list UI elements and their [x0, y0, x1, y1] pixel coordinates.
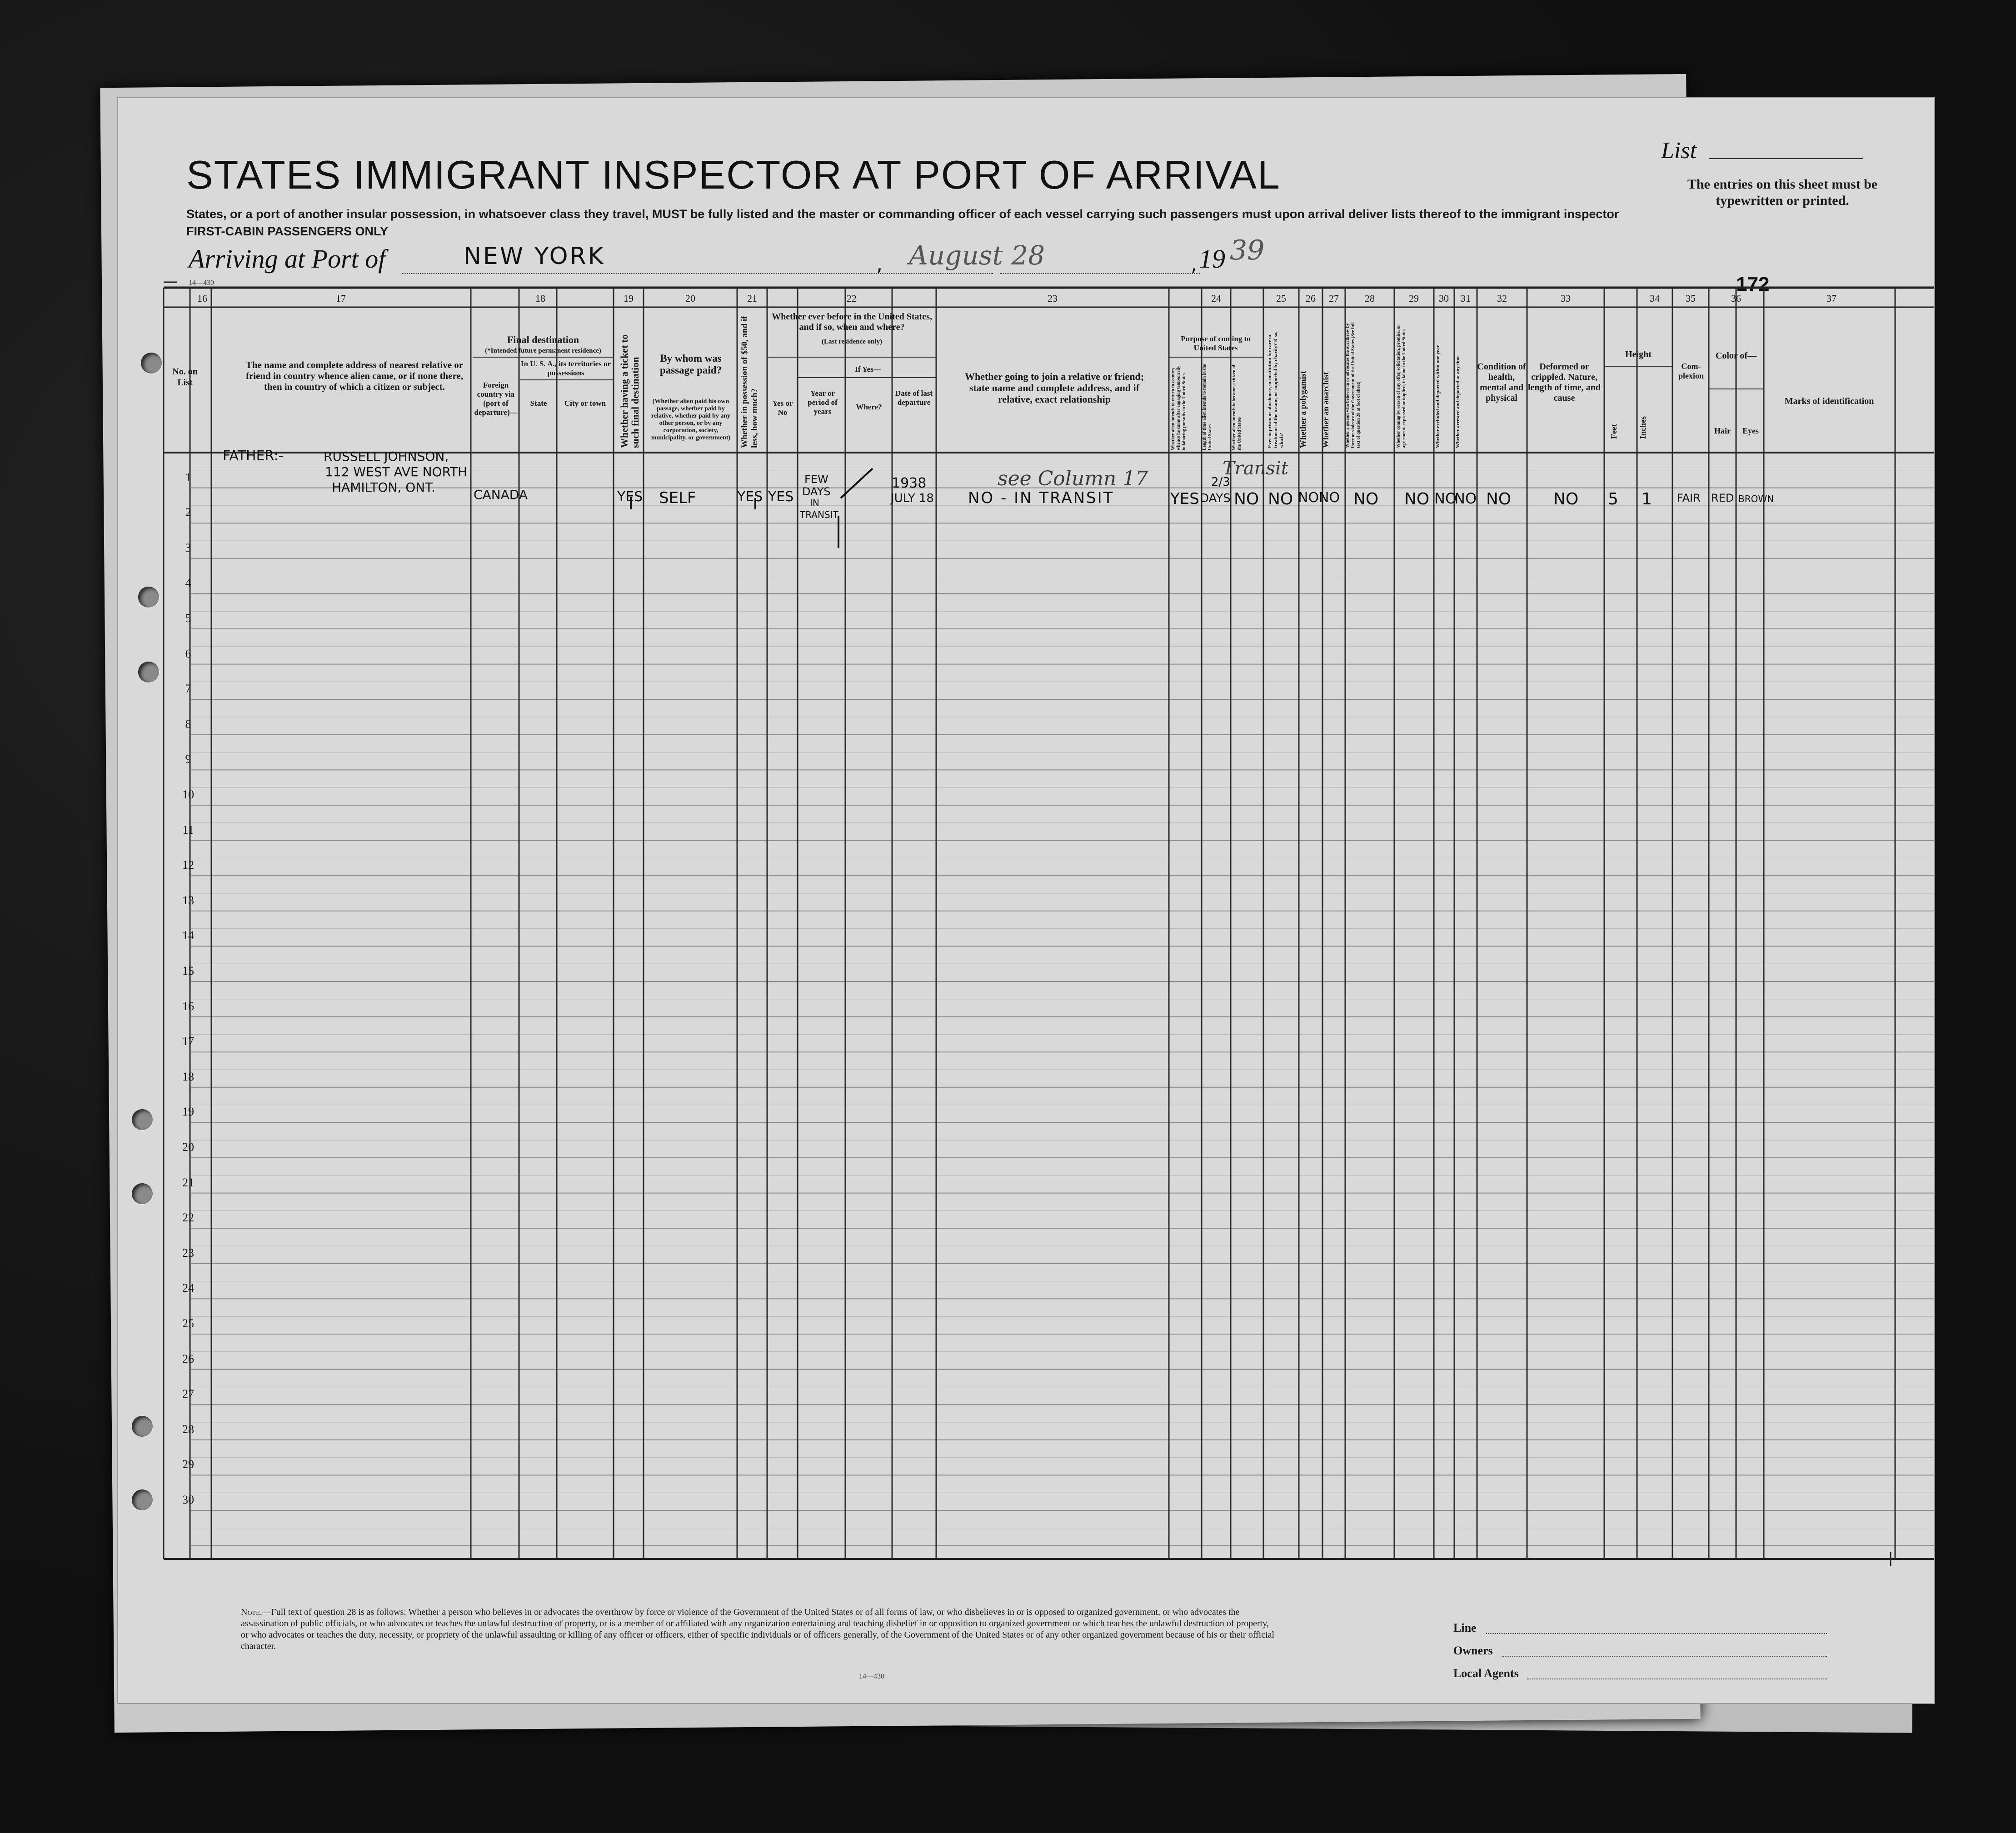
header-eyes: Eyes — [1742, 426, 1759, 435]
polygamist-value: NO — [1298, 490, 1319, 506]
header-color: Color of— — [1715, 351, 1757, 361]
row-number: 23 — [182, 1246, 194, 1260]
relative-city: HAMILTON, ONT. — [332, 480, 435, 495]
row-number: 9 — [185, 752, 191, 766]
row-number: 16 — [182, 999, 194, 1013]
health-value: NO — [1486, 490, 1512, 508]
header-ever-before: Whether ever before in the United States, and if so, when and where? — [772, 312, 932, 332]
row-number: 24 — [182, 1281, 194, 1295]
header-height: Height — [1625, 349, 1652, 359]
column-number: 23 — [1048, 293, 1058, 304]
header-ticket: Whether having a ticket to such final destination — [619, 334, 641, 448]
arriving-label: Arriving at Port of — [189, 244, 386, 274]
header-date-departure: Date of last departure — [895, 389, 933, 407]
header-final-destination-note: (*Intended future permanent residence) — [485, 347, 601, 354]
header-health: Condition of health, mental and physical — [1477, 362, 1526, 403]
row-number: 22 — [182, 1211, 194, 1225]
column-number: 32 — [1497, 293, 1507, 304]
row-number: 2 — [185, 506, 191, 519]
column-number: 24 — [1211, 293, 1221, 304]
row-number: 15 — [182, 964, 194, 977]
header-marks: Marks of identification — [1784, 396, 1874, 406]
column-number: 33 — [1561, 293, 1571, 304]
column-number: 30 — [1439, 293, 1449, 304]
header-q30: Whether excluded and deported within one year — [1435, 345, 1441, 448]
header-anarchist: Whether an anarchist — [1321, 372, 1330, 448]
comma-mark: , — [1191, 253, 1197, 276]
relative-prefix: FATHER:- — [223, 448, 284, 464]
header-q29: Whether coming by reason of any offer, solicitation, promise, or agreement, expressed or implied, to labor in the United States — [1396, 324, 1407, 448]
owners-field — [1502, 1656, 1827, 1657]
port-value: NEW YORK — [464, 243, 605, 270]
column-number: 27 — [1329, 293, 1339, 304]
complexion-value: FAIR — [1677, 492, 1701, 504]
header-if-yes: If Yes— — [855, 365, 881, 374]
column-number: 35 — [1686, 293, 1696, 304]
been-before-value: YES — [768, 489, 794, 505]
manifest-sheet — [117, 97, 1935, 1704]
header-deformed: Deformed or crippled. Nature, length of time, and cause — [1528, 362, 1601, 403]
header-polygamist: Whether a polygamist — [1298, 371, 1307, 448]
row-number: 1 — [185, 470, 191, 484]
row-number: 30 — [182, 1493, 194, 1506]
row-number: 20 — [182, 1141, 194, 1154]
column-number: 34 — [1650, 293, 1660, 304]
prison-value: NO — [1268, 490, 1293, 508]
column-number: 37 — [1826, 293, 1836, 304]
intends-return-value: YES — [1170, 490, 1199, 508]
row-number: 10 — [182, 788, 194, 801]
form-number-bottom: 14—430 — [859, 1673, 884, 1680]
row-number: 7 — [185, 682, 191, 696]
list-label: List — [1661, 138, 1697, 164]
height-inches-value: 1 — [1642, 490, 1652, 508]
q28-value: NO — [1353, 490, 1379, 508]
local-agents-label: Local Agents — [1453, 1667, 1519, 1680]
pen-strokes — [118, 98, 1934, 1703]
header-usa: In U. S. A., its territories or possessions — [520, 359, 611, 377]
row-number: 25 — [182, 1317, 194, 1330]
length-of-stay-note: Transit — [1223, 458, 1288, 479]
header-fifty-dollars: Whether in possession of $50, and if less, how much? — [740, 316, 759, 448]
header-purpose: Purpose of coming to United States — [1181, 334, 1251, 352]
header-join-relative: Whether going to join a relative or friend; state name and complete address, and if relative, exact relationship — [964, 371, 1144, 405]
footnote-lead: Note.— — [241, 1607, 271, 1617]
typewritten-notice: The entries on this sheet must be typewritten or printed. — [1687, 177, 1878, 208]
column-number: 17 — [336, 293, 346, 304]
header-relative-address: The name and complete address of nearest relative or friend in country whence alien came, or if none there, then in country of which a citizen or subject. — [245, 359, 464, 392]
relative-name: RUSSELL JOHNSON, — [324, 449, 449, 464]
q30-value: NO — [1434, 490, 1457, 507]
header-intends-citizen: Whether alien intends to become a citizen of the United States — [1232, 364, 1242, 450]
join-note: see Column 17 — [998, 467, 1148, 490]
row-number: 8 — [185, 717, 191, 731]
period-value: DAYS — [802, 485, 831, 498]
header-period: Year or period of years — [808, 389, 838, 416]
foreign-country: CANADA — [474, 487, 528, 502]
row-number: 13 — [182, 893, 194, 907]
header-q28: Whether a person who believes in or advocates the overthrow by force or violence of the Government of the United States (See full text of question 28 at foot of sheet) — [1345, 322, 1361, 448]
row-number: 11 — [182, 823, 194, 837]
column-number: 28 — [1365, 293, 1375, 304]
header-no-on-list: No. on List — [172, 367, 198, 388]
hair-value: RED — [1711, 492, 1734, 504]
header-final-destination: Final destination — [507, 334, 579, 345]
row-number: 19 — [182, 1105, 194, 1119]
header-intends-return: Whether alien intends to return to country whence he came after engaging temporarily in laboring pursuits in the United States — [1171, 365, 1187, 450]
row-number: 28 — [182, 1422, 194, 1436]
length-of-stay-value: DAYS — [1200, 492, 1231, 505]
line-label: Line — [1453, 1621, 1477, 1634]
column-number: 31 — [1461, 293, 1471, 304]
header-inches: Inches — [1638, 416, 1647, 439]
year-suffix: 39 — [1230, 234, 1265, 266]
header-passage-paid-note: (Whether alien paid his own passage, whether paid by relative, whether paid by any other person, or by any corporation, society, municipality, or government) — [651, 398, 731, 441]
year-prefix: 19 — [1199, 244, 1225, 274]
footnote-text: Full text of question 28 is as follows: Whether a person who believes in or advocates the overthrow by force or violence of the Government of the United States or of all forms of law, or who disbelieves in or is opposed to organized government, or who advocates the assassination of public officials, or who advocates or teaches the unlawful destruction of property, or is a member of or affiliated with any organization entertaining and teaching disbelief in or opposition to organized government or which teaches the unlawful destruction of property, or who advocates or teaches the duty, necessity, or propriety of the unlawful assaulting or killing of any officer or officers, either of specific individuals or of officers generally, of the Government of the United States or of any other organized government because of his or their official character. — [241, 1607, 1275, 1651]
row-number: 29 — [182, 1458, 194, 1471]
column-number: 18 — [535, 293, 545, 304]
paid-by-value: SELF — [659, 489, 696, 507]
arrival-date: August 28 — [909, 240, 1045, 271]
departure-year: 1938 — [892, 475, 927, 491]
page-number: 172 — [1736, 273, 1770, 295]
header-hair: Hair — [1714, 426, 1731, 435]
row-number: 18 — [182, 1070, 194, 1083]
column-number: 25 — [1276, 293, 1286, 304]
form-number: 14—430 — [189, 279, 214, 287]
period-value: FEW — [804, 473, 828, 486]
column-number: 20 — [685, 293, 695, 304]
header-feet: Feet — [1609, 424, 1618, 439]
header-state: State — [530, 399, 547, 408]
citizen-value: NO — [1234, 490, 1259, 508]
header-passage-paid: By whom was passage paid? — [659, 353, 722, 376]
column-number: 26 — [1306, 293, 1316, 304]
header-complexion: Com-plexion — [1678, 362, 1704, 380]
q29-value: NO — [1404, 490, 1430, 508]
row-number: 5 — [185, 612, 191, 625]
header-where: Where? — [856, 403, 882, 411]
eyes-value: BROWN — [1738, 493, 1774, 504]
length-of-stay-value: 2/3 — [1211, 475, 1230, 489]
anarchist-value: NO — [1319, 490, 1340, 506]
row-number: 17 — [182, 1035, 194, 1048]
row-number: 3 — [185, 541, 191, 554]
footnote — [241, 1607, 1277, 1652]
fifty-dollars-value: YES — [737, 489, 763, 505]
deformed-value: NO — [1553, 490, 1579, 508]
row-number: 14 — [182, 929, 194, 942]
column-number: 22 — [847, 293, 857, 304]
header-ever-before-note: (Last residence only) — [821, 338, 883, 345]
row-number: 6 — [185, 647, 191, 660]
row-number: 21 — [182, 1176, 194, 1189]
column-number: 21 — [747, 293, 757, 304]
column-number: 36 — [1731, 293, 1741, 304]
departure-date: JULY 18 — [891, 492, 934, 505]
join-relative-value: NO - IN TRANSIT — [968, 489, 1114, 507]
period-value: TRANSIT — [800, 509, 838, 520]
comma-mark: , — [876, 253, 883, 276]
column-number: 29 — [1409, 293, 1419, 304]
header-city: City or town — [564, 399, 606, 408]
header-prison: Ever in prison or almshouse, or institution for care or treatment of the insane, or supported by charity? If so, which? — [1267, 331, 1284, 448]
period-value: IN — [810, 498, 819, 508]
line-field — [1486, 1633, 1827, 1634]
column-number: 19 — [624, 293, 634, 304]
row-number: 4 — [185, 576, 191, 590]
class-line: FIRST-CABIN PASSENGERS ONLY — [186, 224, 389, 238]
relative-street: 112 WEST AVE NORTH — [325, 464, 468, 479]
header-foreign-country: Foreign country via (port of departure)— — [474, 381, 518, 417]
ticket-value: YES — [617, 489, 643, 505]
header-yes-no: Yes or No — [772, 399, 793, 417]
owners-label: Owners — [1453, 1644, 1493, 1657]
header-q31: Whether arrested and deported at any time — [1455, 355, 1461, 448]
height-feet-value: 5 — [1608, 490, 1618, 508]
row-number: 26 — [182, 1352, 194, 1365]
row-number: 27 — [182, 1387, 194, 1401]
page-subtitle: States, or a port of another insular possession, in whatsoever class they travel, MUST be fully listed and the master or commanding officer of each vessel carrying such passengers must upon arrival deliver lists thereof to the immigrant inspector — [186, 207, 1619, 221]
column-number: 16 — [197, 293, 207, 304]
page-title: STATES IMMIGRANT INSPECTOR AT PORT OF ARRIVAL — [186, 152, 1281, 197]
header-length-of-stay: Length of time alien intends to remain in the United States — [1202, 364, 1213, 450]
row-number: 12 — [182, 858, 194, 872]
q31-value: NO — [1454, 490, 1477, 507]
